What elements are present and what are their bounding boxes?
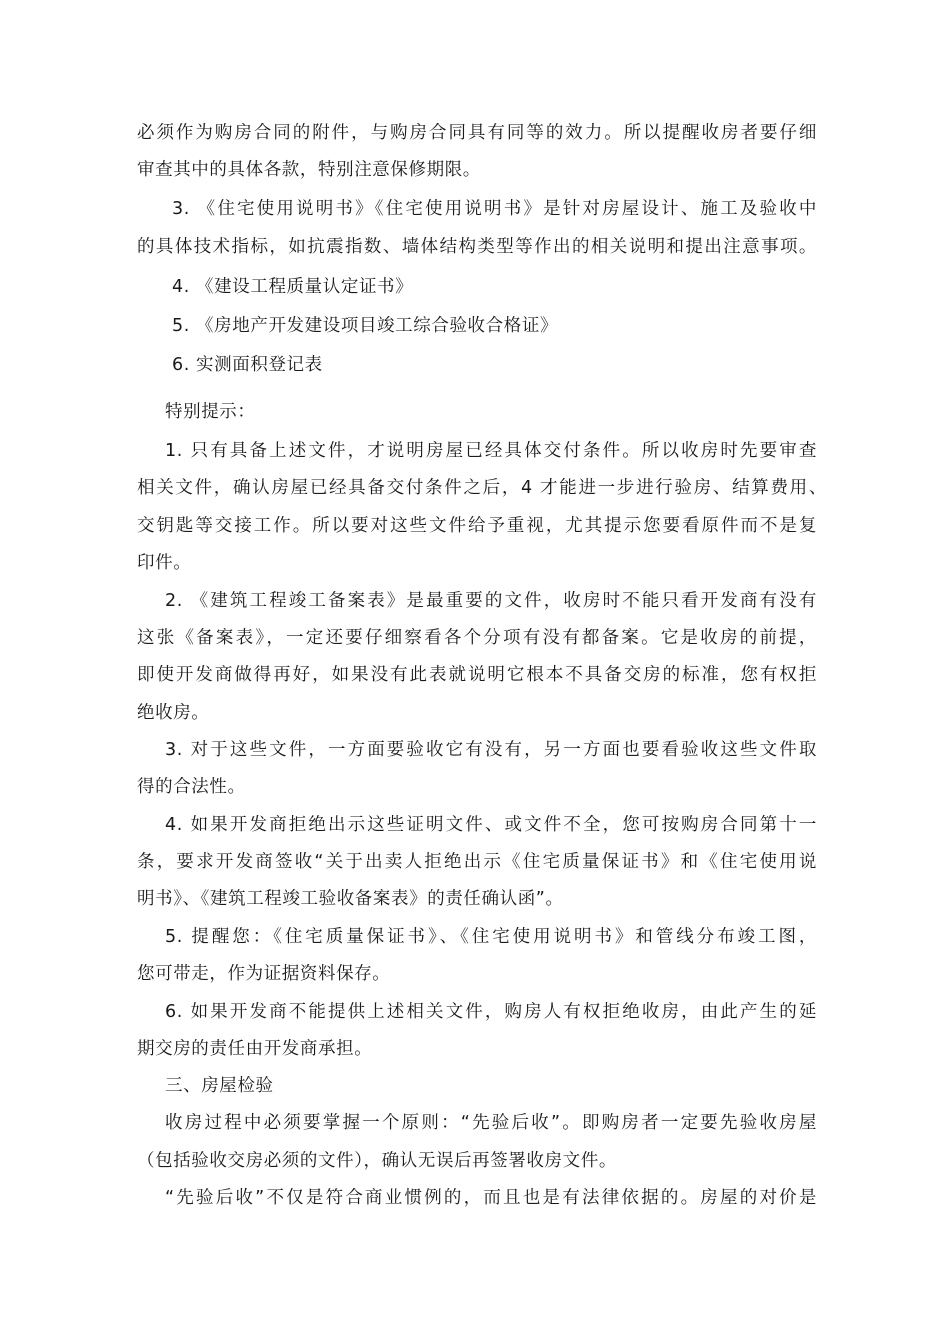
list-item-text: 4. 如果开发商拒绝出示这些证明文件、或文件不全，您可按购房合同第十一 (165, 815, 817, 835)
text-line: 交钥匙等交接工作。所以要对这些文件给予重视，尤其提示您要看原件而不是复 (137, 516, 817, 536)
list-item-text: 3. 对于这些文件，一方面要验收它有没有，另一方面也要看验收这些文件取 (165, 740, 817, 760)
text-line: 收房过程中必须要掌握一个原则：“先验后收”。即购房者一定要先验收房屋 (165, 1113, 817, 1133)
section-heading: 三、房屋检验 (165, 1076, 274, 1096)
text-line: 明书》、《建筑工程竣工验收备案表》的责任确认函”。 (137, 889, 564, 909)
text-line: 绝收房。 (137, 703, 210, 723)
text-line: 得的合法性。 (137, 777, 246, 797)
text-line: 即使开发商做得再好，如果没有此表就说明它根本不具备交房的标准，您有权拒 (137, 665, 817, 685)
text-line: 必须作为购房合同的附件，与购房合同具有同等的效力。所以提醒收房者要仔细 (137, 123, 817, 143)
text-line: “先验后收”不仅是符合商业惯例的，而且也是有法律依据的。房屋的对价是 (165, 1188, 817, 1208)
text-line: 审查其中的具体各款，特别注意保修期限。 (137, 160, 481, 180)
text-line: 的具体技术指标，如抗震指数、墙体结构类型等作出的相关说明和提出注意事项。 (137, 237, 817, 257)
text-line: 这张《备案表》，一定还要仔细察看各个分项有没有都备案。它是收房的前提， (137, 628, 817, 648)
list-item-text: 6. 如果开发商不能提供上述相关文件，购房人有权拒绝收房，由此产生的延 (165, 1002, 817, 1022)
list-item-text: 5. 《房地产开发建设项目竣工综合验收合格证》 (172, 316, 559, 336)
text-line: 条，要求开发商签收“关于出卖人拒绝出示《住宅质量保证书》和《住宅使用说 (137, 852, 817, 872)
list-item-text: 3. 《住宅使用说明书》《住宅使用说明书》是针对房屋设计、施工及验收中 (172, 199, 817, 219)
list-item-text: 4. 《建设工程质量认定证书》 (172, 277, 414, 297)
text-line: 期交房的责任由开发商承担。 (137, 1039, 373, 1059)
list-item-text: 2. 《建筑工程竣工备案表》是最重要的文件，收房时不能只看开发商有没有 (165, 591, 817, 611)
list-item-text: 6. 实测面积登记表 (172, 355, 323, 375)
text-line: （包括验收交房必须的文件），确认无误后再签署收房文件。 (137, 1151, 617, 1171)
text-line: 印件。 (137, 553, 192, 573)
list-item-text: 5. 提醒您：《住宅质量保证书》、《住宅使用说明书》和管线分布竣工图， (165, 927, 817, 947)
section-note-heading: 特别提示： (165, 402, 256, 422)
list-item-text: 1. 只有具备上述文件，才说明房屋已经具体交付条件。所以收房时先要审查 (165, 441, 817, 461)
text-line: 您可带走，作为证据资料保存。 (137, 964, 391, 984)
text-line: 相关文件，确认房屋已经具备交付条件之后，4 才能进一步进行验房、结算费用、 (137, 478, 827, 498)
